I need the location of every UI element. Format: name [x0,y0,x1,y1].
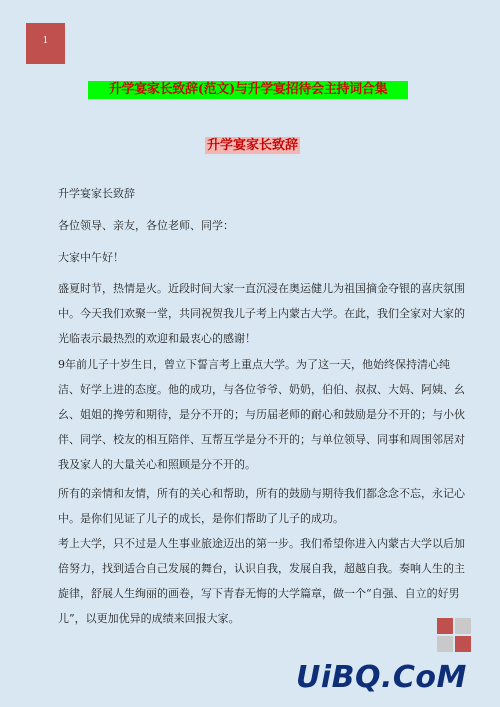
section-title: 升学宴家长致辞 [207,138,299,153]
page-number: 1 [42,36,49,46]
page-number-badge [26,23,65,64]
tile-bottom-left [437,636,453,652]
paragraph-3: 所有的亲情和友情，所有的关心和帮助，所有的鼓励与期待我们都念念不忘，永记心中。是你们见证了儿子的成长，是你们帮助了儿子的成功。 [58,487,465,525]
site-watermark: UiBQ.CoM [296,660,467,695]
tile-top-left [437,618,453,634]
greeting: 大家中午好！ [58,251,124,264]
salutation: 各位领导、亲友，各位老师、同学： [58,219,234,232]
document-title: 升学宴家长致辞(范文)与升学宴招待会主持词合集 [88,81,408,99]
decorative-tiles [437,618,471,654]
paragraph-4: 考上大学，只不过是人生事业旅途迈出的第一步。我们希望你进入内蒙古大学以后加倍努力，找到适合自己发展的舞台，认识自我，发展自我，超越自我。奏响人生的主旋律，舒展人生绚丽的画卷，写下青春无悔的大学篇章，做一个“自强、自立的好男儿”，以更加优异的成绩来回报大家。 [58,537,465,625]
tile-bottom-right [455,636,471,652]
tile-top-right [455,618,471,634]
paragraph-2: 9年前儿子十岁生日，曾立下誓言考上重点大学。为了这一天，他始终保持清心纯洁、好学上进的态度。他的成功，与各位爷爷、奶奶，伯伯、叔叔、大妈、阿姨、幺幺、姐姐的搀劳和期待，是分不开的；与历届老师的耐心和鼓励是分不开的；与小伙伴、同学、校友的相互陪伴、互帮互学是分不开的；与单位领导、同事和周围邻居对我及家人的大量关心和照顾是分不开的。 [58,358,465,471]
paragraph-1: 盛夏时节，热情是火。近段时间大家一直沉浸在奥运健儿为祖国摘金夺银的喜庆氛围中。今天我们欢聚一堂，共同祝贺我儿子考上内蒙古大学。在此，我们全家对大家的光临表示最热烈的欢迎和最衷心的感谢！ [58,282,465,345]
speech-heading: 升学宴家长致辞 [58,187,135,200]
